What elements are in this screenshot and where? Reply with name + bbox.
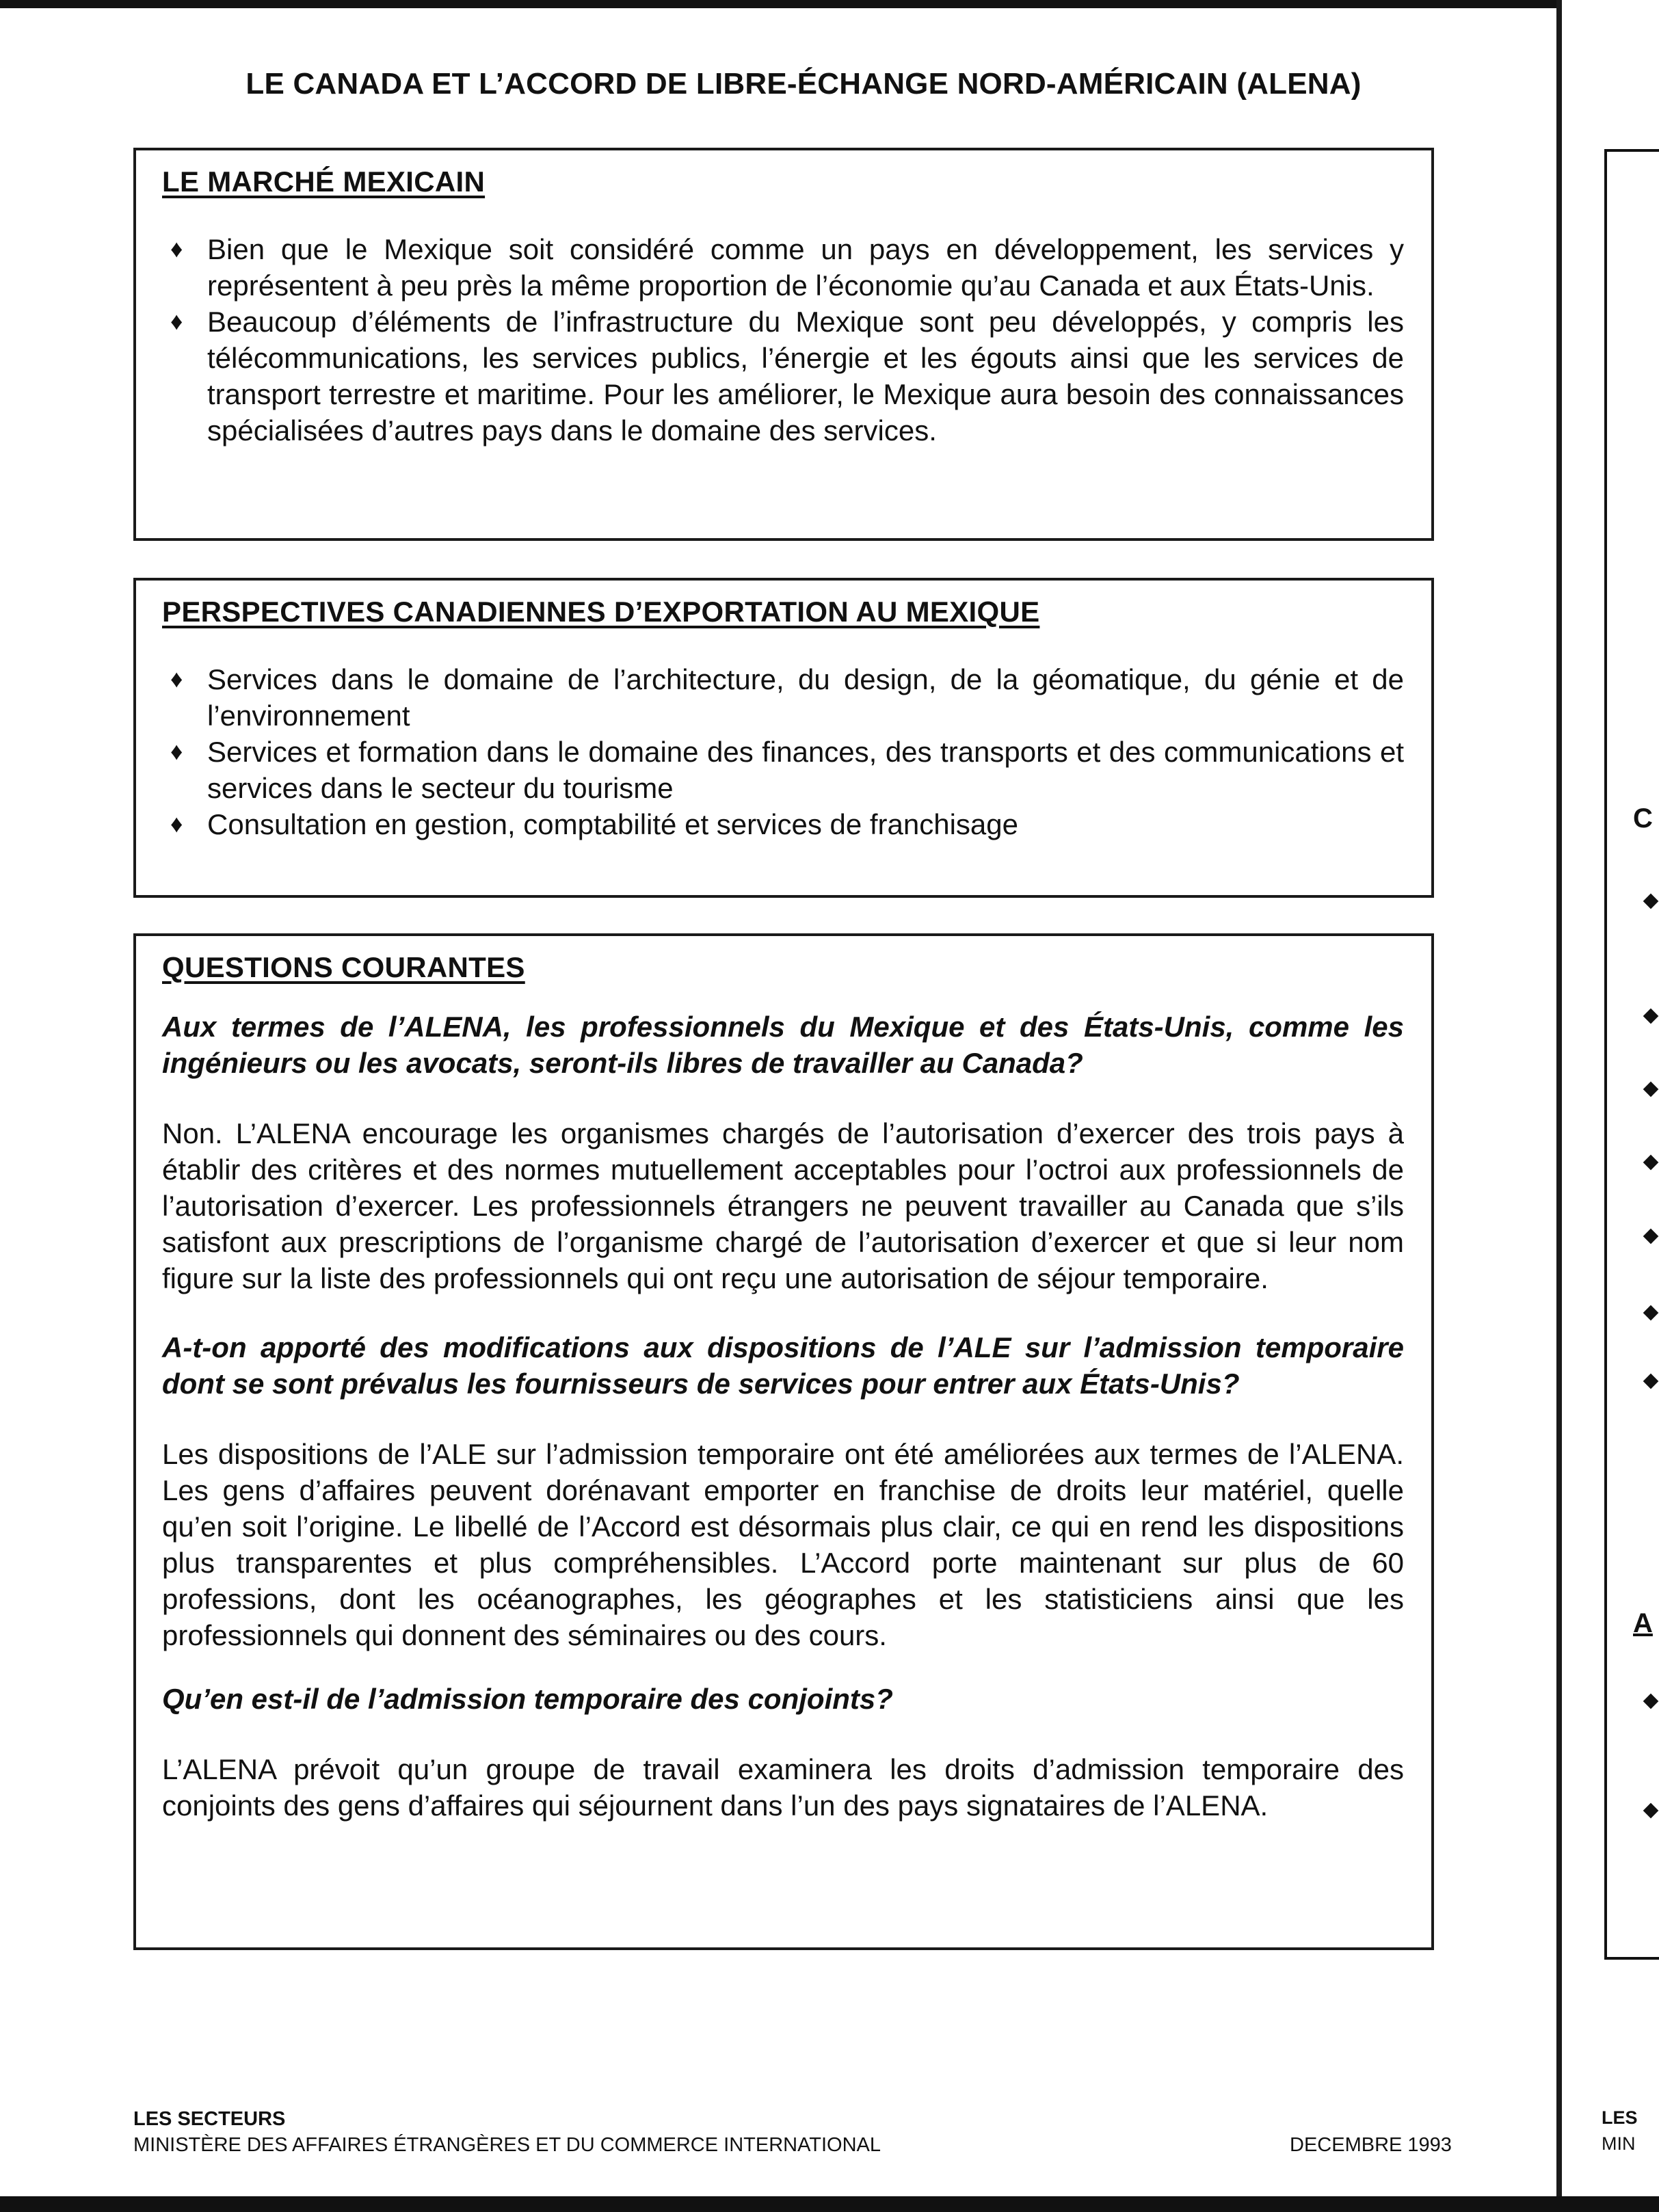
bullet-list-perspectives <box>162 661 1404 842</box>
scan-top-border <box>0 0 1659 8</box>
footer-ministry-label: MINISTÈRE DES AFFAIRES ÉTRANGÈRES ET DU COMMERCE INTERNATIONAL <box>133 2134 881 2156</box>
document-title: LE CANADA ET L’ACCORD DE LIBRE-ÉCHANGE NORD-AMÉRICAIN (ALENA) <box>245 67 1362 101</box>
adjacent-page-fragment <box>1562 0 1659 2196</box>
bullet-text: Beaucoup d’éléments de l’infrastructure du Mexique sont peu développés, y compris les télécommunications, les services publics, l’énergie et les égouts ainsi que les services de transport terrestre et maritime. Pour les améliorer, le Mexique aura besoin des connaissances spécialisées d’autres pays dans le domaine des services. <box>207 306 1404 447</box>
box-questions-courantes <box>133 933 1434 1950</box>
box-heading-marche: LE MARCHÉ MEXICAIN <box>162 165 486 198</box>
diamond-bullet-icon: ♦ <box>170 307 183 335</box>
diamond-bullet-icon: ♦ <box>170 810 183 838</box>
scan-bottom-border <box>0 2196 1659 2212</box>
adjacent-page-text-fragment: C <box>1633 803 1653 834</box>
bullet-item <box>162 661 1404 734</box>
bullet-item <box>162 806 1404 842</box>
adjacent-page-box <box>1604 149 1659 1960</box>
footer-series-label: LES SECTEURS <box>133 2108 286 2130</box>
diamond-bullet-icon: ♦ <box>170 665 183 693</box>
box-marche-mexicain <box>133 148 1434 541</box>
adjacent-page-footer-fragment: MIN <box>1602 2133 1636 2154</box>
box-perspectives-exportation <box>133 578 1434 898</box>
box-heading-perspectives: PERSPECTIVES CANADIENNES D’EXPORTATION AU MEXIQUE <box>162 596 1040 628</box>
footer-date: DECEMBRE 1993 <box>1290 2134 1452 2156</box>
diamond-bullet-icon: ♦ <box>170 737 183 765</box>
bullet-text: Consultation en gestion, comptabilité et services de franchisage <box>207 808 1019 840</box>
question-text: Qu’en est-il de l’admission temporaire des conjoints? <box>162 1683 893 1715</box>
answer-text: L’ALENA prévoit qu’un groupe de travail examinera les droits d’admission temporaire des conjoints des gens d’affaires qui séjournent dans l’un des pays signataires de l’ALENA. <box>162 1753 1404 1822</box>
adjacent-page-footer-fragment: LES <box>1602 2107 1638 2128</box>
bullet-text: Services dans le domaine de l’architecture, du design, de la géomatique, du génie et de l’environnement <box>207 663 1404 732</box>
bullet-list-marche <box>162 231 1404 449</box>
question-text: A-t-on apporté des modifications aux dispositions de l’ALE sur l’admission temporaire dont se sont prévalus les fournisseurs de services pour entrer aux États-Unis? <box>162 1331 1404 1400</box>
page-divider <box>1556 0 1562 2212</box>
bullet-item <box>162 734 1404 806</box>
answer-text: Les dispositions de l’ALE sur l’admission temporaire ont été améliorées aux termes de l’ALENA. Les gens d’affaires peuvent dorénavant emporter en franchise de droits leur matériel, quelle qu’en soit l’origine. Le libellé de l’Accord est désormais plus clair, ce qui en rend les dispositions plus transparentes et plus compréhensibles. L’Accord porte maintenant sur plus de 60 professions, dont les océanographes, les géographes et les statisticiens ainsi que les professionnels qui donnent des séminaires ou des cours. <box>162 1438 1404 1651</box>
diamond-bullet-icon: ♦ <box>170 235 183 263</box>
box-heading-questions: QUESTIONS COURANTES <box>162 951 525 983</box>
bullet-item <box>162 304 1404 449</box>
bullet-text: Services et formation dans le domaine des finances, des transports et des communications et services dans le secteur du tourisme <box>207 736 1404 804</box>
bullet-text: Bien que le Mexique soit considéré comme un pays en développement, les services y représentent à peu près la même proportion de l’économie qu’au Canada et aux États-Unis. <box>207 233 1404 302</box>
question-text: Aux termes de l’ALENA, les professionnels du Mexique et des États-Unis, comme les ingénieurs ou les avocats, seront-ils libres de travailler au Canada? <box>162 1011 1404 1079</box>
bullet-item <box>162 231 1404 304</box>
adjacent-page-text-fragment: A <box>1633 1608 1653 1638</box>
answer-text: Non. L’ALENA encourage les organismes chargés de l’autorisation d’exercer des trois pays à établir des critères et des normes mutuellement acceptables pour l’octroi aux professionnels de l’autorisation d’exercer. Les professionnels étrangers ne peuvent travailler au Canada que s’ils satisfont aux prescriptions de l’organisme chargé de l’autorisation d’exercer et que si leur nom figure sur la liste des professionnels qui ont reçu une autorisation de séjour temporaire. <box>162 1117 1404 1294</box>
